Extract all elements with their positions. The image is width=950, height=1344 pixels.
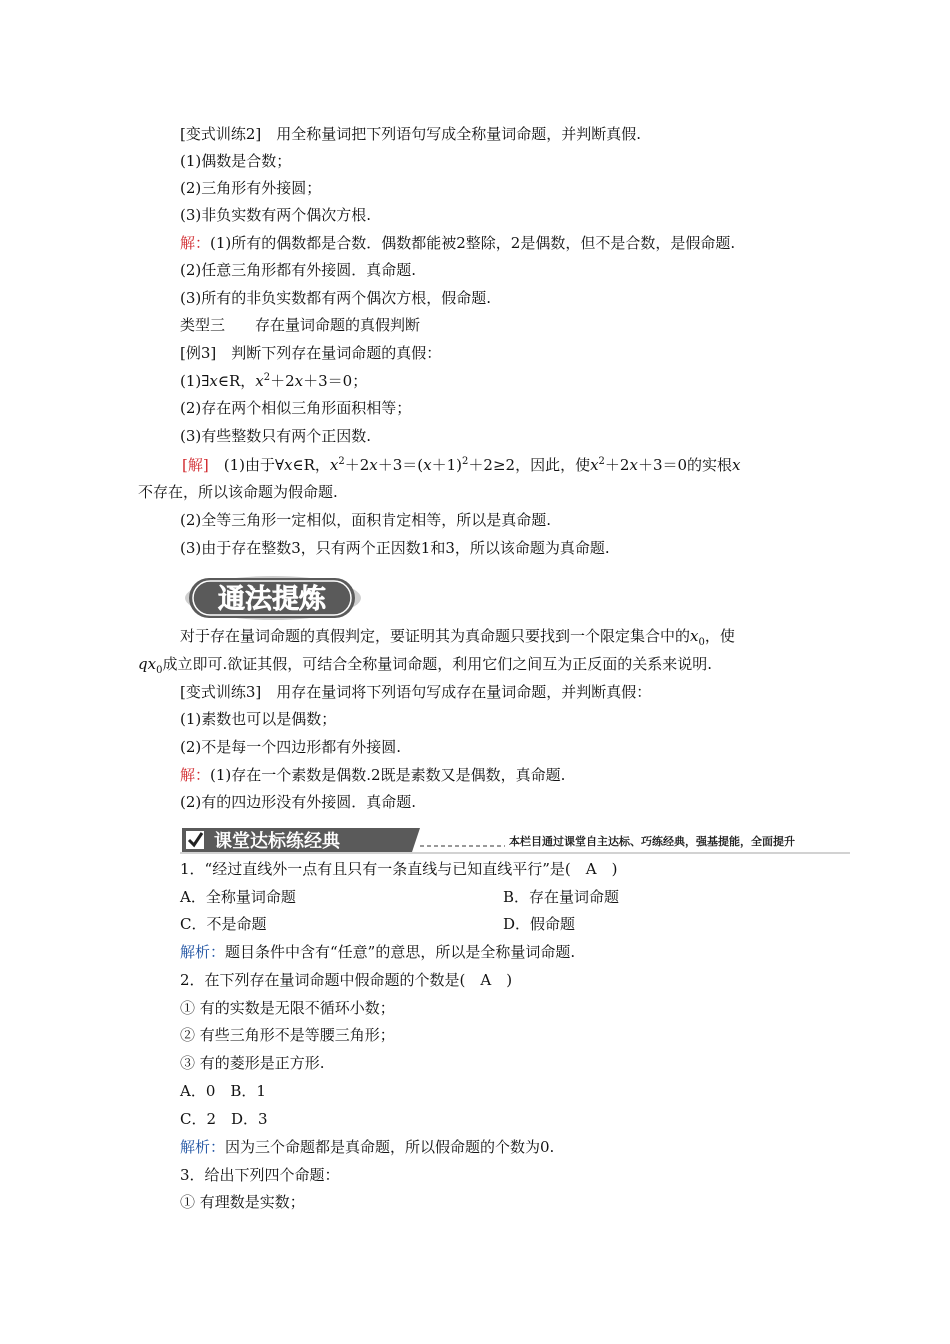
q1-stem: 1．“经过直线外一点有且只有一条直线与已知直线平行”是( A ) [180, 860, 618, 878]
example3-item-2: (2)存在两个相似三角形面积相等； [180, 399, 412, 417]
q2-statement-2: ② 有些三角形不是等腰三角形； [180, 1026, 395, 1044]
bianshi2-solution-1: 解：(1)所有的偶数都是合数．偶数都能被2整除，2是偶数，但不是合数，是假命题. [180, 234, 736, 252]
example3-solution-2: (2)全等三角形一定相似，面积肯定相等，所以是真命题. [180, 511, 552, 529]
q1-option-d: D．假命题 [503, 915, 576, 933]
q2-stem: 2．在下列存在量词命题中假命题的个数是( A ) [180, 971, 513, 989]
tongfa-banner-text: 通法提炼 [218, 584, 326, 615]
bianshi3-q2: (2)不是每一个四边形都有外接圆. [180, 738, 402, 756]
bianshi2-q2: (2)三角形有外接圆； [180, 179, 322, 197]
example3-solution-3: (3)由于存在整数3，只有两个正因数1和3，所以该命题为真命题. [180, 539, 610, 557]
bianshi3-solution-1: 解：(1)存在一个素数是偶数.2既是素数又是偶数，真命题. [180, 766, 566, 784]
ketang-note: 本栏目通过课堂自主达标、巧练经典，强基提能，全面提升 [509, 835, 795, 848]
example3-title: [例3] 判断下列存在量词命题的真假： [180, 344, 442, 362]
jie-label: [解] [182, 456, 209, 474]
q1-option-b: B．存在量词命题 [503, 888, 620, 906]
q2-statement-1: ① 有的实数是无限不循环小数； [180, 999, 395, 1017]
analysis-label: 解析： [180, 1138, 226, 1156]
type3-heading: 类型三 存在量词命题的真假判断 [180, 316, 421, 334]
q1-analysis: 解析：题目条件中含有“任意”的意思，所以是全称量词命题. [180, 943, 576, 961]
bianshi2-q3: (3)非负实数有两个偶次方根. [180, 206, 372, 224]
tongfa-paragraph-line-2: $qx_0$成立即可.欲证其假，可结合全称量词命题，利用它们之间互为正反面的关系来说明. [138, 655, 712, 676]
example3-solution-1-cont: 不存在，所以该命题为假命题. [138, 483, 338, 501]
q3-statement-1: ① 有理数是实数； [180, 1193, 305, 1211]
q2-statement-3: ③ 有的菱形是正方形. [180, 1054, 325, 1072]
analysis-label: 解析： [180, 943, 226, 961]
ketang-banner-text: 课堂达标练经典 [214, 831, 340, 852]
q3-stem: 3．给出下列四个命题： [180, 1166, 340, 1184]
tongfa-paragraph-line-1: 对于存在量词命题的真假判定，要证明其为真命题只要找到一个限定集合中的$x_0$，使 [180, 627, 735, 648]
bianshi2-q1: (1)偶数是合数； [180, 152, 292, 170]
q2-options-cd: C．2 D．3 [180, 1110, 268, 1128]
q1-option-c: C．不是命题 [180, 915, 267, 933]
q2-options-ab: A．0 B．1 [180, 1082, 266, 1100]
bianshi2-solution-3: (3)所有的非负实数都有两个偶次方根，假命题. [180, 289, 492, 307]
solution-label: 解： [180, 766, 211, 784]
bianshi3-q1: (1)素数也可以是偶数； [180, 710, 337, 728]
q2-analysis: 解析：因为三个命题都是真命题，所以假命题的个数为0. [180, 1138, 555, 1156]
q1-option-a: A．全称量词命题 [180, 888, 296, 906]
example3-solution-1: [解] (1)由于∀x∈R，$x^2+2x+3=(x+1)^2+2\ge 2$，因此，使$x^2+2x+3=0$的实根x [182, 456, 741, 474]
bianshi2-title: [变式训练2] 用全称量词把下列语句写成全称量词命题，并判断真假. [180, 125, 642, 143]
tongfa-banner [183, 572, 363, 622]
example3-item-3: (3)有些整数只有两个正因数. [180, 427, 372, 445]
example3-item-1: (1)∃x∈R，$x^2+2x+3=0$； [180, 372, 368, 390]
bianshi3-solution-2: (2)有的四边形没有外接圆．真命题. [180, 793, 417, 811]
bianshi3-title: [变式训练3] 用存在量词将下列语句写成存在量词命题，并判断真假： [180, 683, 652, 701]
solution-label: 解： [180, 234, 211, 252]
bianshi2-solution-2: (2)任意三角形都有外接圆．真命题. [180, 261, 417, 279]
